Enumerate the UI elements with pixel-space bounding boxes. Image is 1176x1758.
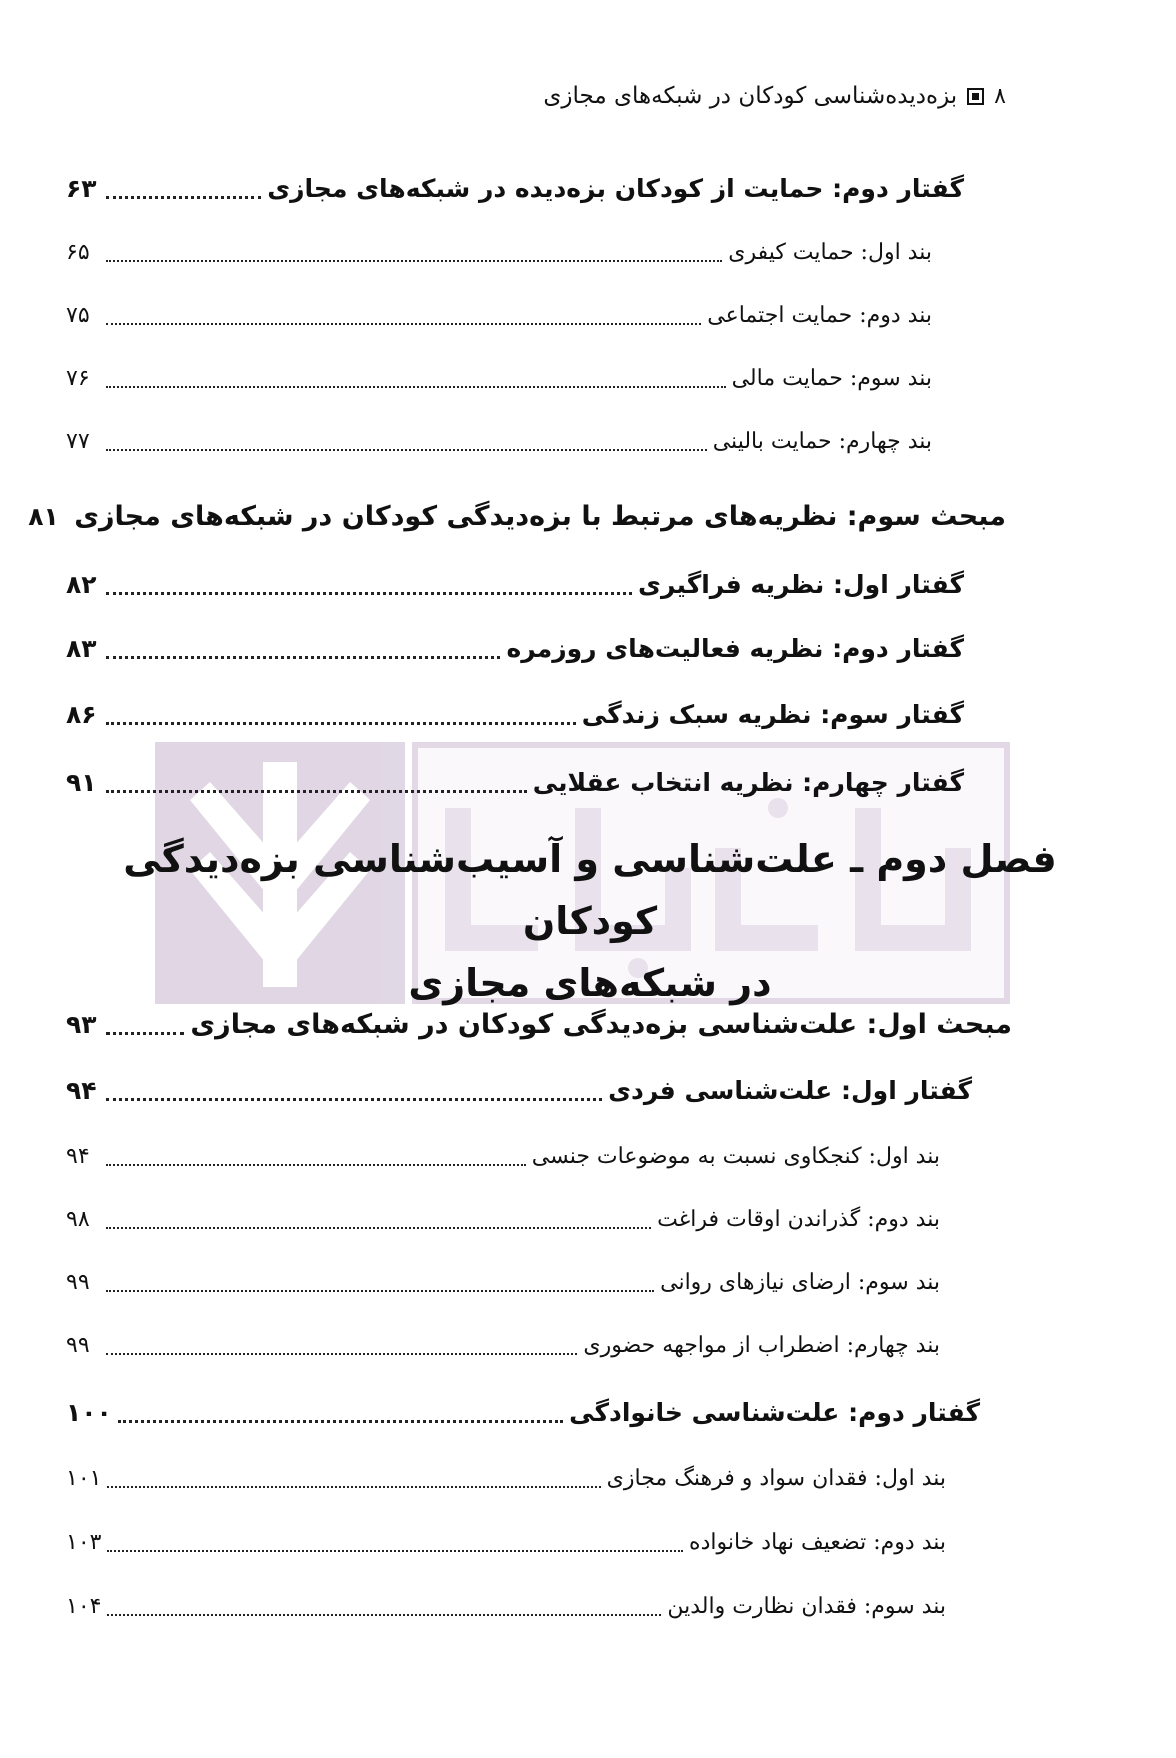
toc-entry-page: ۹۴ — [66, 1143, 90, 1169]
toc-entry[interactable] — [66, 626, 964, 670]
toc-entry[interactable] — [66, 356, 932, 400]
toc-leader — [107, 1614, 661, 1616]
toc-entry-title: گفتار سوم: نظریه سبک زندگی — [581, 699, 964, 729]
toc-leader — [106, 1032, 184, 1035]
toc-entry-title: بند اول: حمایت کیفری — [728, 239, 932, 265]
toc-entry-page: ۷۷ — [66, 428, 90, 454]
toc-entry-page: ۹۱ — [66, 767, 97, 797]
toc-entry-title: بند دوم: حمایت اجتماعی — [707, 302, 932, 328]
toc-entry-page: ۱۰۴ — [66, 1593, 102, 1619]
toc-entry[interactable] — [66, 692, 964, 736]
toc-leader — [106, 196, 261, 199]
toc-leader — [106, 790, 527, 793]
toc-entry[interactable] — [66, 1002, 1012, 1046]
toc-entry-page: ۹۳ — [66, 1009, 97, 1039]
toc-entry[interactable] — [66, 293, 932, 337]
toc-leader — [106, 1353, 577, 1355]
toc-entry-page: ۶۳ — [66, 173, 97, 203]
toc-entry[interactable] — [66, 166, 964, 210]
toc-leader — [106, 323, 701, 325]
toc-entry-title: بند سوم: ارضای نیازهای روانی — [660, 1269, 940, 1295]
toc-entry[interactable] — [66, 1323, 940, 1367]
toc-entry-page: ۱۰۰ — [66, 1397, 112, 1427]
toc-entry-title: بند اول: کنجکاوی نسبت به موضوعات جنسی — [531, 1143, 940, 1169]
toc-entry-title: بند چهارم: اضطراب از مواجهه حضوری — [583, 1332, 940, 1358]
toc-entry[interactable] — [28, 494, 1006, 538]
toc-entry[interactable] — [66, 1134, 940, 1178]
toc-entry[interactable] — [66, 230, 932, 274]
toc-entry-title: گفتار اول: نظریه فراگیری — [638, 569, 964, 599]
toc-entry-page: ۶۵ — [66, 239, 90, 265]
toc-entry-page: ۹۴ — [66, 1075, 97, 1105]
toc-entry-page: ۸۳ — [66, 633, 97, 663]
toc-entry[interactable] — [66, 1584, 946, 1628]
toc-leader — [106, 1164, 526, 1166]
toc-entry-title: مبحث اول: علت‌شناسی بزه‌دیدگی کودکان در شبکه‌های مجازی — [190, 1008, 1012, 1040]
toc-entry-title: بند دوم: گذراندن اوقات فراغت — [657, 1206, 940, 1232]
toc-entry-title: بند سوم: فقدان نظارت والدین — [667, 1593, 946, 1619]
toc-leader — [106, 1227, 651, 1229]
toc-entry-page: ۷۵ — [66, 302, 90, 328]
toc-entry-page: ۹۸ — [66, 1206, 90, 1232]
toc-entry[interactable] — [66, 760, 964, 804]
toc-entry[interactable] — [66, 1260, 940, 1304]
toc-entry-title: بند دوم: تضعیف نهاد خانواده — [689, 1529, 946, 1555]
toc-leader — [106, 656, 500, 659]
toc-entry[interactable] — [66, 419, 932, 463]
toc-leader — [106, 592, 632, 595]
toc-leader — [106, 722, 576, 725]
toc-entry-page: ۹۹ — [66, 1269, 90, 1295]
toc-entry-title: بند اول: فقدان سواد و فرهنگ مجازی — [606, 1465, 946, 1491]
toc-leader — [106, 1098, 602, 1101]
toc-entry-page: ۷۶ — [66, 365, 90, 391]
toc-entry[interactable] — [66, 1197, 940, 1241]
toc-entry[interactable] — [66, 562, 964, 606]
toc-entry[interactable] — [66, 1456, 946, 1500]
toc-entry[interactable] — [66, 1068, 972, 1112]
toc-entry-page: ۸۱ — [28, 501, 59, 531]
toc-leader — [106, 260, 722, 262]
toc-entry-title: مبحث سوم: نظریه‌های مرتبط با بزه‌دیدگی کودکان در شبکه‌های مجازی — [74, 500, 1006, 532]
toc-entry-title: بند سوم: حمایت مالی — [731, 365, 932, 391]
chapter-title-line-1: فصل دوم ـ علت‌شناسی و آسیب‌شناسی بزه‌دیدگی کودکان — [123, 837, 1057, 943]
toc-entry-title: گفتار دوم: علت‌شناسی خانوادگی — [569, 1397, 980, 1427]
toc-entry-title: گفتار دوم: حمایت از کودکان بزه‌دیده در شبکه‌های مجازی — [267, 173, 964, 203]
header-book-title: بزه‌دیده‌شناسی کودکان در شبکه‌های مجازی — [543, 83, 958, 109]
toc-entry-title: بند چهارم: حمایت بالینی — [712, 428, 932, 454]
toc-entry-page: ۹۹ — [66, 1332, 90, 1358]
chapter-title-line-2: در شبکه‌های مجازی — [408, 961, 772, 1005]
toc-entry-page: ۱۰۱ — [66, 1465, 102, 1491]
toc-leader — [107, 1486, 600, 1488]
chapter-title — [100, 828, 1080, 1014]
toc-leader — [107, 1550, 683, 1552]
toc-leader — [106, 1290, 654, 1292]
toc-entry-title: گفتار چهارم: نظریه انتخاب عقلایی — [532, 767, 964, 797]
toc-leader — [106, 449, 707, 451]
header-page-number: ۸ — [994, 83, 1006, 109]
toc-leader — [106, 386, 726, 388]
toc-leader — [118, 1420, 563, 1423]
toc-entry-page: ۱۰۳ — [66, 1529, 102, 1555]
toc-entry-page: ۸۲ — [66, 569, 97, 599]
toc-entry-title: گفتار اول: علت‌شناسی فردی — [608, 1075, 972, 1105]
toc-entry-title: گفتار دوم: نظریه فعالیت‌های روزمره — [506, 633, 964, 663]
toc-entry[interactable] — [66, 1520, 946, 1564]
toc-entry-page: ۸۶ — [66, 699, 97, 729]
toc-entry[interactable] — [66, 1390, 980, 1434]
